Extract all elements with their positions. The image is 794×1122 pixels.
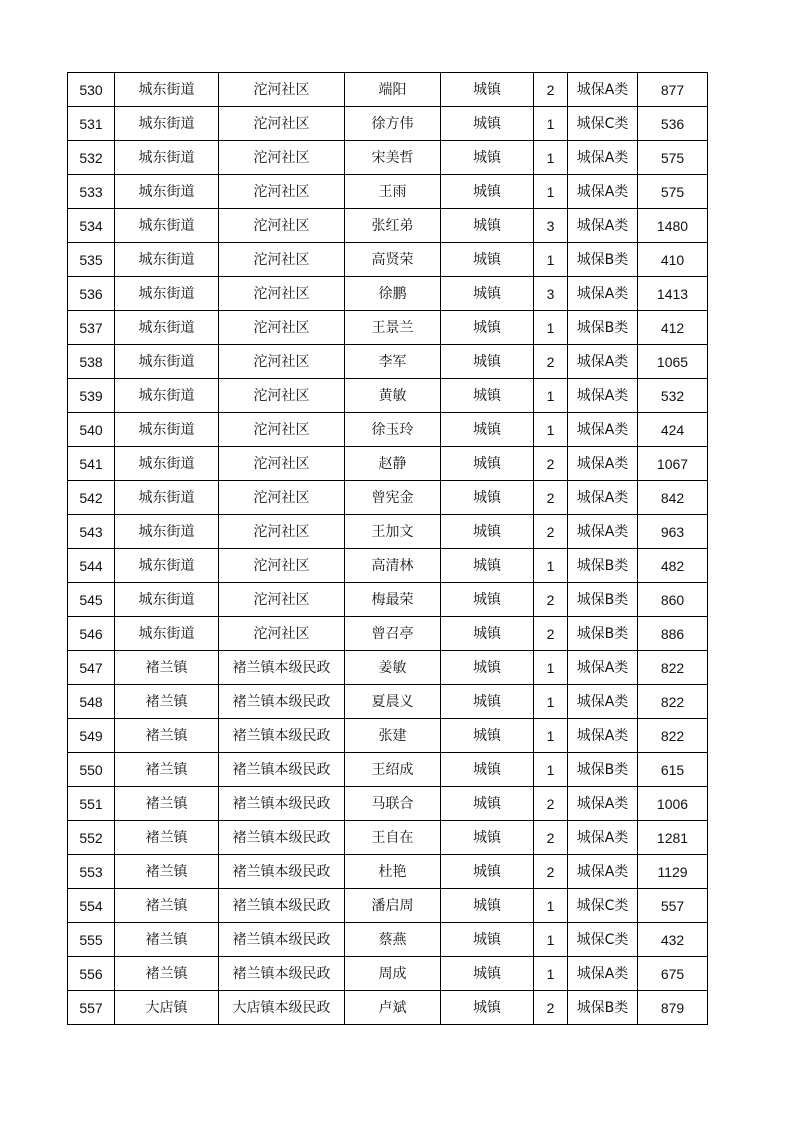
street-name-cell: 城东街道 bbox=[115, 447, 219, 481]
area-type-cell: 城镇 bbox=[441, 991, 534, 1025]
table-row bbox=[68, 243, 708, 277]
table-row bbox=[68, 311, 708, 345]
person-name-cell: 徐方伟 bbox=[345, 107, 441, 141]
person-name-cell: 曾宪金 bbox=[345, 481, 441, 515]
table-row bbox=[68, 617, 708, 651]
area-type-cell: 城镇 bbox=[441, 957, 534, 991]
person-name-cell: 端阳 bbox=[345, 73, 441, 107]
household-size-cell: 2 bbox=[534, 855, 568, 889]
row-number-cell: 548 bbox=[68, 685, 115, 719]
area-type-cell: 城镇 bbox=[441, 515, 534, 549]
street-name-cell: 褚兰镇 bbox=[115, 957, 219, 991]
roster-body bbox=[68, 73, 708, 1025]
amount-cell: 1281 bbox=[638, 821, 708, 855]
amount-cell: 1006 bbox=[638, 787, 708, 821]
insurance-category-cell: 城保A类 bbox=[568, 855, 638, 889]
row-number-cell: 545 bbox=[68, 583, 115, 617]
table-row bbox=[68, 753, 708, 787]
amount-cell: 822 bbox=[638, 719, 708, 753]
amount-cell: 1129 bbox=[638, 855, 708, 889]
area-type-cell: 城镇 bbox=[441, 855, 534, 889]
row-number-cell: 531 bbox=[68, 107, 115, 141]
table-row bbox=[68, 141, 708, 175]
area-type-cell: 城镇 bbox=[441, 243, 534, 277]
person-name-cell: 张建 bbox=[345, 719, 441, 753]
household-size-cell: 2 bbox=[534, 617, 568, 651]
area-type-cell: 城镇 bbox=[441, 447, 534, 481]
household-size-cell: 2 bbox=[534, 787, 568, 821]
community-name-cell: 褚兰镇本级民政 bbox=[219, 753, 345, 787]
person-name-cell: 潘启周 bbox=[345, 889, 441, 923]
household-size-cell: 1 bbox=[534, 379, 568, 413]
area-type-cell: 城镇 bbox=[441, 73, 534, 107]
household-size-cell: 1 bbox=[534, 413, 568, 447]
insurance-category-cell: 城保B类 bbox=[568, 617, 638, 651]
household-size-cell: 2 bbox=[534, 515, 568, 549]
community-name-cell: 沱河社区 bbox=[219, 515, 345, 549]
community-name-cell: 褚兰镇本级民政 bbox=[219, 855, 345, 889]
insurance-category-cell: 城保A类 bbox=[568, 345, 638, 379]
amount-cell: 963 bbox=[638, 515, 708, 549]
insurance-category-cell: 城保A类 bbox=[568, 379, 638, 413]
person-name-cell: 宋美哲 bbox=[345, 141, 441, 175]
table-row bbox=[68, 889, 708, 923]
row-number-cell: 535 bbox=[68, 243, 115, 277]
row-number-cell: 539 bbox=[68, 379, 115, 413]
community-name-cell: 褚兰镇本级民政 bbox=[219, 719, 345, 753]
area-type-cell: 城镇 bbox=[441, 889, 534, 923]
amount-cell: 557 bbox=[638, 889, 708, 923]
street-name-cell: 城东街道 bbox=[115, 107, 219, 141]
table-row bbox=[68, 923, 708, 957]
table-row bbox=[68, 719, 708, 753]
insurance-category-cell: 城保A类 bbox=[568, 481, 638, 515]
insurance-category-cell: 城保B类 bbox=[568, 311, 638, 345]
person-name-cell: 王景兰 bbox=[345, 311, 441, 345]
amount-cell: 1067 bbox=[638, 447, 708, 481]
person-name-cell: 王雨 bbox=[345, 175, 441, 209]
street-name-cell: 大店镇 bbox=[115, 991, 219, 1025]
street-name-cell: 褚兰镇 bbox=[115, 923, 219, 957]
table-row bbox=[68, 685, 708, 719]
amount-cell: 877 bbox=[638, 73, 708, 107]
amount-cell: 482 bbox=[638, 549, 708, 583]
insurance-category-cell: 城保A类 bbox=[568, 957, 638, 991]
table-row bbox=[68, 991, 708, 1025]
area-type-cell: 城镇 bbox=[441, 923, 534, 957]
street-name-cell: 褚兰镇 bbox=[115, 685, 219, 719]
insurance-category-cell: 城保B类 bbox=[568, 549, 638, 583]
person-name-cell: 曾召亭 bbox=[345, 617, 441, 651]
household-size-cell: 2 bbox=[534, 583, 568, 617]
insurance-category-cell: 城保A类 bbox=[568, 821, 638, 855]
area-type-cell: 城镇 bbox=[441, 481, 534, 515]
person-name-cell: 梅最荣 bbox=[345, 583, 441, 617]
household-size-cell: 1 bbox=[534, 549, 568, 583]
amount-cell: 1413 bbox=[638, 277, 708, 311]
household-size-cell: 1 bbox=[534, 311, 568, 345]
person-name-cell: 王绍成 bbox=[345, 753, 441, 787]
street-name-cell: 城东街道 bbox=[115, 515, 219, 549]
table-row bbox=[68, 583, 708, 617]
row-number-cell: 544 bbox=[68, 549, 115, 583]
street-name-cell: 城东街道 bbox=[115, 243, 219, 277]
community-name-cell: 褚兰镇本级民政 bbox=[219, 889, 345, 923]
row-number-cell: 546 bbox=[68, 617, 115, 651]
insurance-category-cell: 城保A类 bbox=[568, 141, 638, 175]
amount-cell: 615 bbox=[638, 753, 708, 787]
household-size-cell: 2 bbox=[534, 447, 568, 481]
area-type-cell: 城镇 bbox=[441, 753, 534, 787]
area-type-cell: 城镇 bbox=[441, 277, 534, 311]
street-name-cell: 城东街道 bbox=[115, 175, 219, 209]
table-row bbox=[68, 515, 708, 549]
community-name-cell: 沱河社区 bbox=[219, 311, 345, 345]
community-name-cell: 沱河社区 bbox=[219, 583, 345, 617]
household-size-cell: 2 bbox=[534, 73, 568, 107]
insurance-category-cell: 城保A类 bbox=[568, 413, 638, 447]
person-name-cell: 周成 bbox=[345, 957, 441, 991]
household-size-cell: 2 bbox=[534, 991, 568, 1025]
row-number-cell: 550 bbox=[68, 753, 115, 787]
amount-cell: 536 bbox=[638, 107, 708, 141]
street-name-cell: 城东街道 bbox=[115, 617, 219, 651]
table-row bbox=[68, 787, 708, 821]
area-type-cell: 城镇 bbox=[441, 617, 534, 651]
community-name-cell: 褚兰镇本级民政 bbox=[219, 957, 345, 991]
row-number-cell: 542 bbox=[68, 481, 115, 515]
street-name-cell: 褚兰镇 bbox=[115, 753, 219, 787]
household-size-cell: 2 bbox=[534, 481, 568, 515]
table-row bbox=[68, 481, 708, 515]
person-name-cell: 高清林 bbox=[345, 549, 441, 583]
community-name-cell: 沱河社区 bbox=[219, 617, 345, 651]
person-name-cell: 高贤荣 bbox=[345, 243, 441, 277]
household-size-cell: 1 bbox=[534, 107, 568, 141]
amount-cell: 822 bbox=[638, 651, 708, 685]
insurance-category-cell: 城保C类 bbox=[568, 923, 638, 957]
household-size-cell: 1 bbox=[534, 889, 568, 923]
street-name-cell: 褚兰镇 bbox=[115, 821, 219, 855]
amount-cell: 1065 bbox=[638, 345, 708, 379]
area-type-cell: 城镇 bbox=[441, 787, 534, 821]
amount-cell: 532 bbox=[638, 379, 708, 413]
street-name-cell: 褚兰镇 bbox=[115, 787, 219, 821]
street-name-cell: 城东街道 bbox=[115, 413, 219, 447]
street-name-cell: 城东街道 bbox=[115, 73, 219, 107]
community-name-cell: 褚兰镇本级民政 bbox=[219, 821, 345, 855]
community-name-cell: 沱河社区 bbox=[219, 345, 345, 379]
table-row bbox=[68, 957, 708, 991]
person-name-cell: 王自在 bbox=[345, 821, 441, 855]
table-row bbox=[68, 821, 708, 855]
person-name-cell: 李军 bbox=[345, 345, 441, 379]
area-type-cell: 城镇 bbox=[441, 549, 534, 583]
roster-table bbox=[67, 72, 708, 1025]
insurance-category-cell: 城保A类 bbox=[568, 651, 638, 685]
area-type-cell: 城镇 bbox=[441, 651, 534, 685]
table-row bbox=[68, 379, 708, 413]
area-type-cell: 城镇 bbox=[441, 141, 534, 175]
area-type-cell: 城镇 bbox=[441, 209, 534, 243]
amount-cell: 424 bbox=[638, 413, 708, 447]
row-number-cell: 556 bbox=[68, 957, 115, 991]
community-name-cell: 沱河社区 bbox=[219, 73, 345, 107]
table-row bbox=[68, 447, 708, 481]
insurance-category-cell: 城保B类 bbox=[568, 583, 638, 617]
community-name-cell: 褚兰镇本级民政 bbox=[219, 923, 345, 957]
street-name-cell: 褚兰镇 bbox=[115, 855, 219, 889]
person-name-cell: 赵静 bbox=[345, 447, 441, 481]
insurance-category-cell: 城保A类 bbox=[568, 277, 638, 311]
row-number-cell: 538 bbox=[68, 345, 115, 379]
row-number-cell: 543 bbox=[68, 515, 115, 549]
person-name-cell: 王加文 bbox=[345, 515, 441, 549]
community-name-cell: 沱河社区 bbox=[219, 413, 345, 447]
street-name-cell: 城东街道 bbox=[115, 345, 219, 379]
area-type-cell: 城镇 bbox=[441, 345, 534, 379]
row-number-cell: 540 bbox=[68, 413, 115, 447]
street-name-cell: 褚兰镇 bbox=[115, 719, 219, 753]
household-size-cell: 1 bbox=[534, 719, 568, 753]
table-row bbox=[68, 209, 708, 243]
household-size-cell: 1 bbox=[534, 685, 568, 719]
area-type-cell: 城镇 bbox=[441, 175, 534, 209]
person-name-cell: 杜艳 bbox=[345, 855, 441, 889]
household-size-cell: 1 bbox=[534, 141, 568, 175]
household-size-cell: 3 bbox=[534, 277, 568, 311]
community-name-cell: 大店镇本级民政 bbox=[219, 991, 345, 1025]
area-type-cell: 城镇 bbox=[441, 413, 534, 447]
community-name-cell: 沱河社区 bbox=[219, 447, 345, 481]
street-name-cell: 城东街道 bbox=[115, 379, 219, 413]
row-number-cell: 541 bbox=[68, 447, 115, 481]
area-type-cell: 城镇 bbox=[441, 583, 534, 617]
table-row bbox=[68, 345, 708, 379]
table-row bbox=[68, 277, 708, 311]
person-name-cell: 卢斌 bbox=[345, 991, 441, 1025]
row-number-cell: 554 bbox=[68, 889, 115, 923]
amount-cell: 842 bbox=[638, 481, 708, 515]
table-row bbox=[68, 855, 708, 889]
insurance-category-cell: 城保B类 bbox=[568, 991, 638, 1025]
street-name-cell: 城东街道 bbox=[115, 209, 219, 243]
amount-cell: 822 bbox=[638, 685, 708, 719]
area-type-cell: 城镇 bbox=[441, 311, 534, 345]
amount-cell: 675 bbox=[638, 957, 708, 991]
community-name-cell: 褚兰镇本级民政 bbox=[219, 685, 345, 719]
household-size-cell: 2 bbox=[534, 345, 568, 379]
person-name-cell: 徐鹏 bbox=[345, 277, 441, 311]
community-name-cell: 沱河社区 bbox=[219, 175, 345, 209]
table-row bbox=[68, 413, 708, 447]
insurance-category-cell: 城保C类 bbox=[568, 889, 638, 923]
row-number-cell: 530 bbox=[68, 73, 115, 107]
street-name-cell: 城东街道 bbox=[115, 311, 219, 345]
person-name-cell: 张红弟 bbox=[345, 209, 441, 243]
community-name-cell: 沱河社区 bbox=[219, 549, 345, 583]
household-size-cell: 1 bbox=[534, 753, 568, 787]
table-row bbox=[68, 651, 708, 685]
community-name-cell: 褚兰镇本级民政 bbox=[219, 787, 345, 821]
row-number-cell: 553 bbox=[68, 855, 115, 889]
insurance-category-cell: 城保A类 bbox=[568, 209, 638, 243]
row-number-cell: 532 bbox=[68, 141, 115, 175]
amount-cell: 432 bbox=[638, 923, 708, 957]
amount-cell: 575 bbox=[638, 175, 708, 209]
row-number-cell: 552 bbox=[68, 821, 115, 855]
row-number-cell: 533 bbox=[68, 175, 115, 209]
street-name-cell: 褚兰镇 bbox=[115, 651, 219, 685]
row-number-cell: 547 bbox=[68, 651, 115, 685]
person-name-cell: 马联合 bbox=[345, 787, 441, 821]
community-name-cell: 沱河社区 bbox=[219, 141, 345, 175]
insurance-category-cell: 城保A类 bbox=[568, 73, 638, 107]
row-number-cell: 551 bbox=[68, 787, 115, 821]
person-name-cell: 夏晨义 bbox=[345, 685, 441, 719]
insurance-category-cell: 城保A类 bbox=[568, 685, 638, 719]
street-name-cell: 城东街道 bbox=[115, 549, 219, 583]
area-type-cell: 城镇 bbox=[441, 685, 534, 719]
area-type-cell: 城镇 bbox=[441, 107, 534, 141]
household-size-cell: 1 bbox=[534, 923, 568, 957]
street-name-cell: 城东街道 bbox=[115, 481, 219, 515]
person-name-cell: 徐玉玲 bbox=[345, 413, 441, 447]
community-name-cell: 沱河社区 bbox=[219, 209, 345, 243]
amount-cell: 860 bbox=[638, 583, 708, 617]
amount-cell: 1480 bbox=[638, 209, 708, 243]
row-number-cell: 536 bbox=[68, 277, 115, 311]
area-type-cell: 城镇 bbox=[441, 379, 534, 413]
insurance-category-cell: 城保A类 bbox=[568, 447, 638, 481]
insurance-category-cell: 城保A类 bbox=[568, 787, 638, 821]
person-name-cell: 黄敏 bbox=[345, 379, 441, 413]
table-row bbox=[68, 175, 708, 209]
row-number-cell: 555 bbox=[68, 923, 115, 957]
street-name-cell: 城东街道 bbox=[115, 277, 219, 311]
insurance-category-cell: 城保A类 bbox=[568, 719, 638, 753]
person-name-cell: 蔡燕 bbox=[345, 923, 441, 957]
amount-cell: 575 bbox=[638, 141, 708, 175]
community-name-cell: 沱河社区 bbox=[219, 243, 345, 277]
amount-cell: 412 bbox=[638, 311, 708, 345]
insurance-category-cell: 城保A类 bbox=[568, 175, 638, 209]
household-size-cell: 1 bbox=[534, 957, 568, 991]
row-number-cell: 537 bbox=[68, 311, 115, 345]
household-size-cell: 3 bbox=[534, 209, 568, 243]
table-row bbox=[68, 107, 708, 141]
row-number-cell: 557 bbox=[68, 991, 115, 1025]
community-name-cell: 褚兰镇本级民政 bbox=[219, 651, 345, 685]
amount-cell: 410 bbox=[638, 243, 708, 277]
insurance-category-cell: 城保C类 bbox=[568, 107, 638, 141]
street-name-cell: 城东街道 bbox=[115, 141, 219, 175]
row-number-cell: 549 bbox=[68, 719, 115, 753]
community-name-cell: 沱河社区 bbox=[219, 481, 345, 515]
community-name-cell: 沱河社区 bbox=[219, 107, 345, 141]
amount-cell: 879 bbox=[638, 991, 708, 1025]
household-size-cell: 2 bbox=[534, 821, 568, 855]
household-size-cell: 1 bbox=[534, 175, 568, 209]
area-type-cell: 城镇 bbox=[441, 821, 534, 855]
table-row bbox=[68, 549, 708, 583]
community-name-cell: 沱河社区 bbox=[219, 379, 345, 413]
insurance-category-cell: 城保B类 bbox=[568, 243, 638, 277]
insurance-category-cell: 城保A类 bbox=[568, 515, 638, 549]
household-size-cell: 1 bbox=[534, 243, 568, 277]
community-name-cell: 沱河社区 bbox=[219, 277, 345, 311]
person-name-cell: 姜敏 bbox=[345, 651, 441, 685]
insurance-category-cell: 城保B类 bbox=[568, 753, 638, 787]
household-size-cell: 1 bbox=[534, 651, 568, 685]
area-type-cell: 城镇 bbox=[441, 719, 534, 753]
table-row bbox=[68, 73, 708, 107]
street-name-cell: 褚兰镇 bbox=[115, 889, 219, 923]
amount-cell: 886 bbox=[638, 617, 708, 651]
row-number-cell: 534 bbox=[68, 209, 115, 243]
street-name-cell: 城东街道 bbox=[115, 583, 219, 617]
